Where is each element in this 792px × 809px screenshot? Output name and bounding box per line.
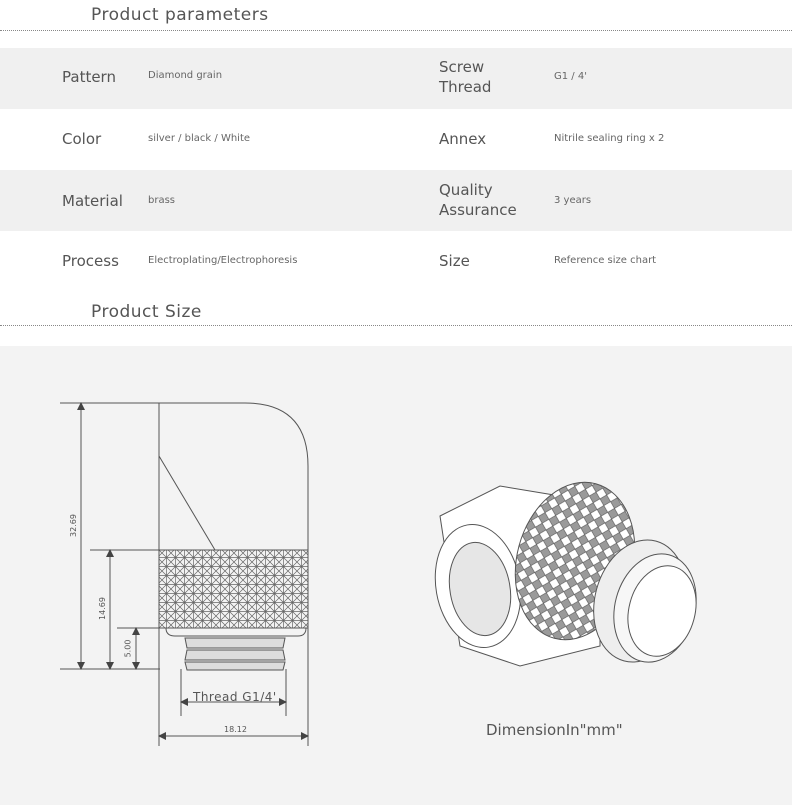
param-value-2: G1 / 4': [554, 71, 587, 82]
param-label-2: [439, 180, 517, 220]
param-row: [0, 109, 792, 170]
dimension-caption: DimensionIn"mm": [486, 721, 623, 739]
param-label: Material: [62, 192, 123, 210]
label-line: Assurance: [439, 201, 517, 219]
param-label: Color: [62, 130, 102, 148]
param-label-2: [439, 57, 491, 97]
divider: [0, 30, 792, 31]
label-line: Thread: [439, 78, 492, 96]
param-value-2: Nitrile sealing ring x 2: [554, 133, 665, 144]
param-value: Diamond grain: [148, 70, 223, 81]
param-value: brass: [148, 195, 176, 206]
dim-low-label: 5.00: [123, 639, 133, 658]
label-line: Quality: [439, 181, 493, 199]
param-label: Pattern: [62, 68, 116, 86]
divider: [0, 325, 792, 326]
param-label-2: Size: [439, 252, 470, 270]
param-value-2: Reference size chart: [554, 255, 657, 266]
param-row: [0, 231, 792, 292]
dim-total-label: 32.69: [68, 514, 78, 537]
product-size-title: Product Size: [91, 302, 202, 322]
param-value: Electroplating/Electrophoresis: [148, 255, 298, 266]
param-row: [0, 170, 792, 231]
label-line: Screw: [439, 58, 485, 76]
param-row: [0, 48, 792, 109]
param-value: silver / black / White: [148, 133, 251, 144]
dim-mid-label: 14.69: [97, 597, 107, 620]
product-parameters-title: Product parameters: [91, 5, 269, 25]
param-label-2: Annex: [439, 130, 487, 148]
dimension-drawing: [0, 346, 792, 805]
width-label: 18.12: [224, 725, 247, 734]
size-chart-area: [0, 346, 792, 805]
thread-label: Thread G1/4': [193, 690, 277, 704]
param-label: Process: [62, 252, 119, 270]
param-value-2: 3 years: [554, 195, 592, 206]
